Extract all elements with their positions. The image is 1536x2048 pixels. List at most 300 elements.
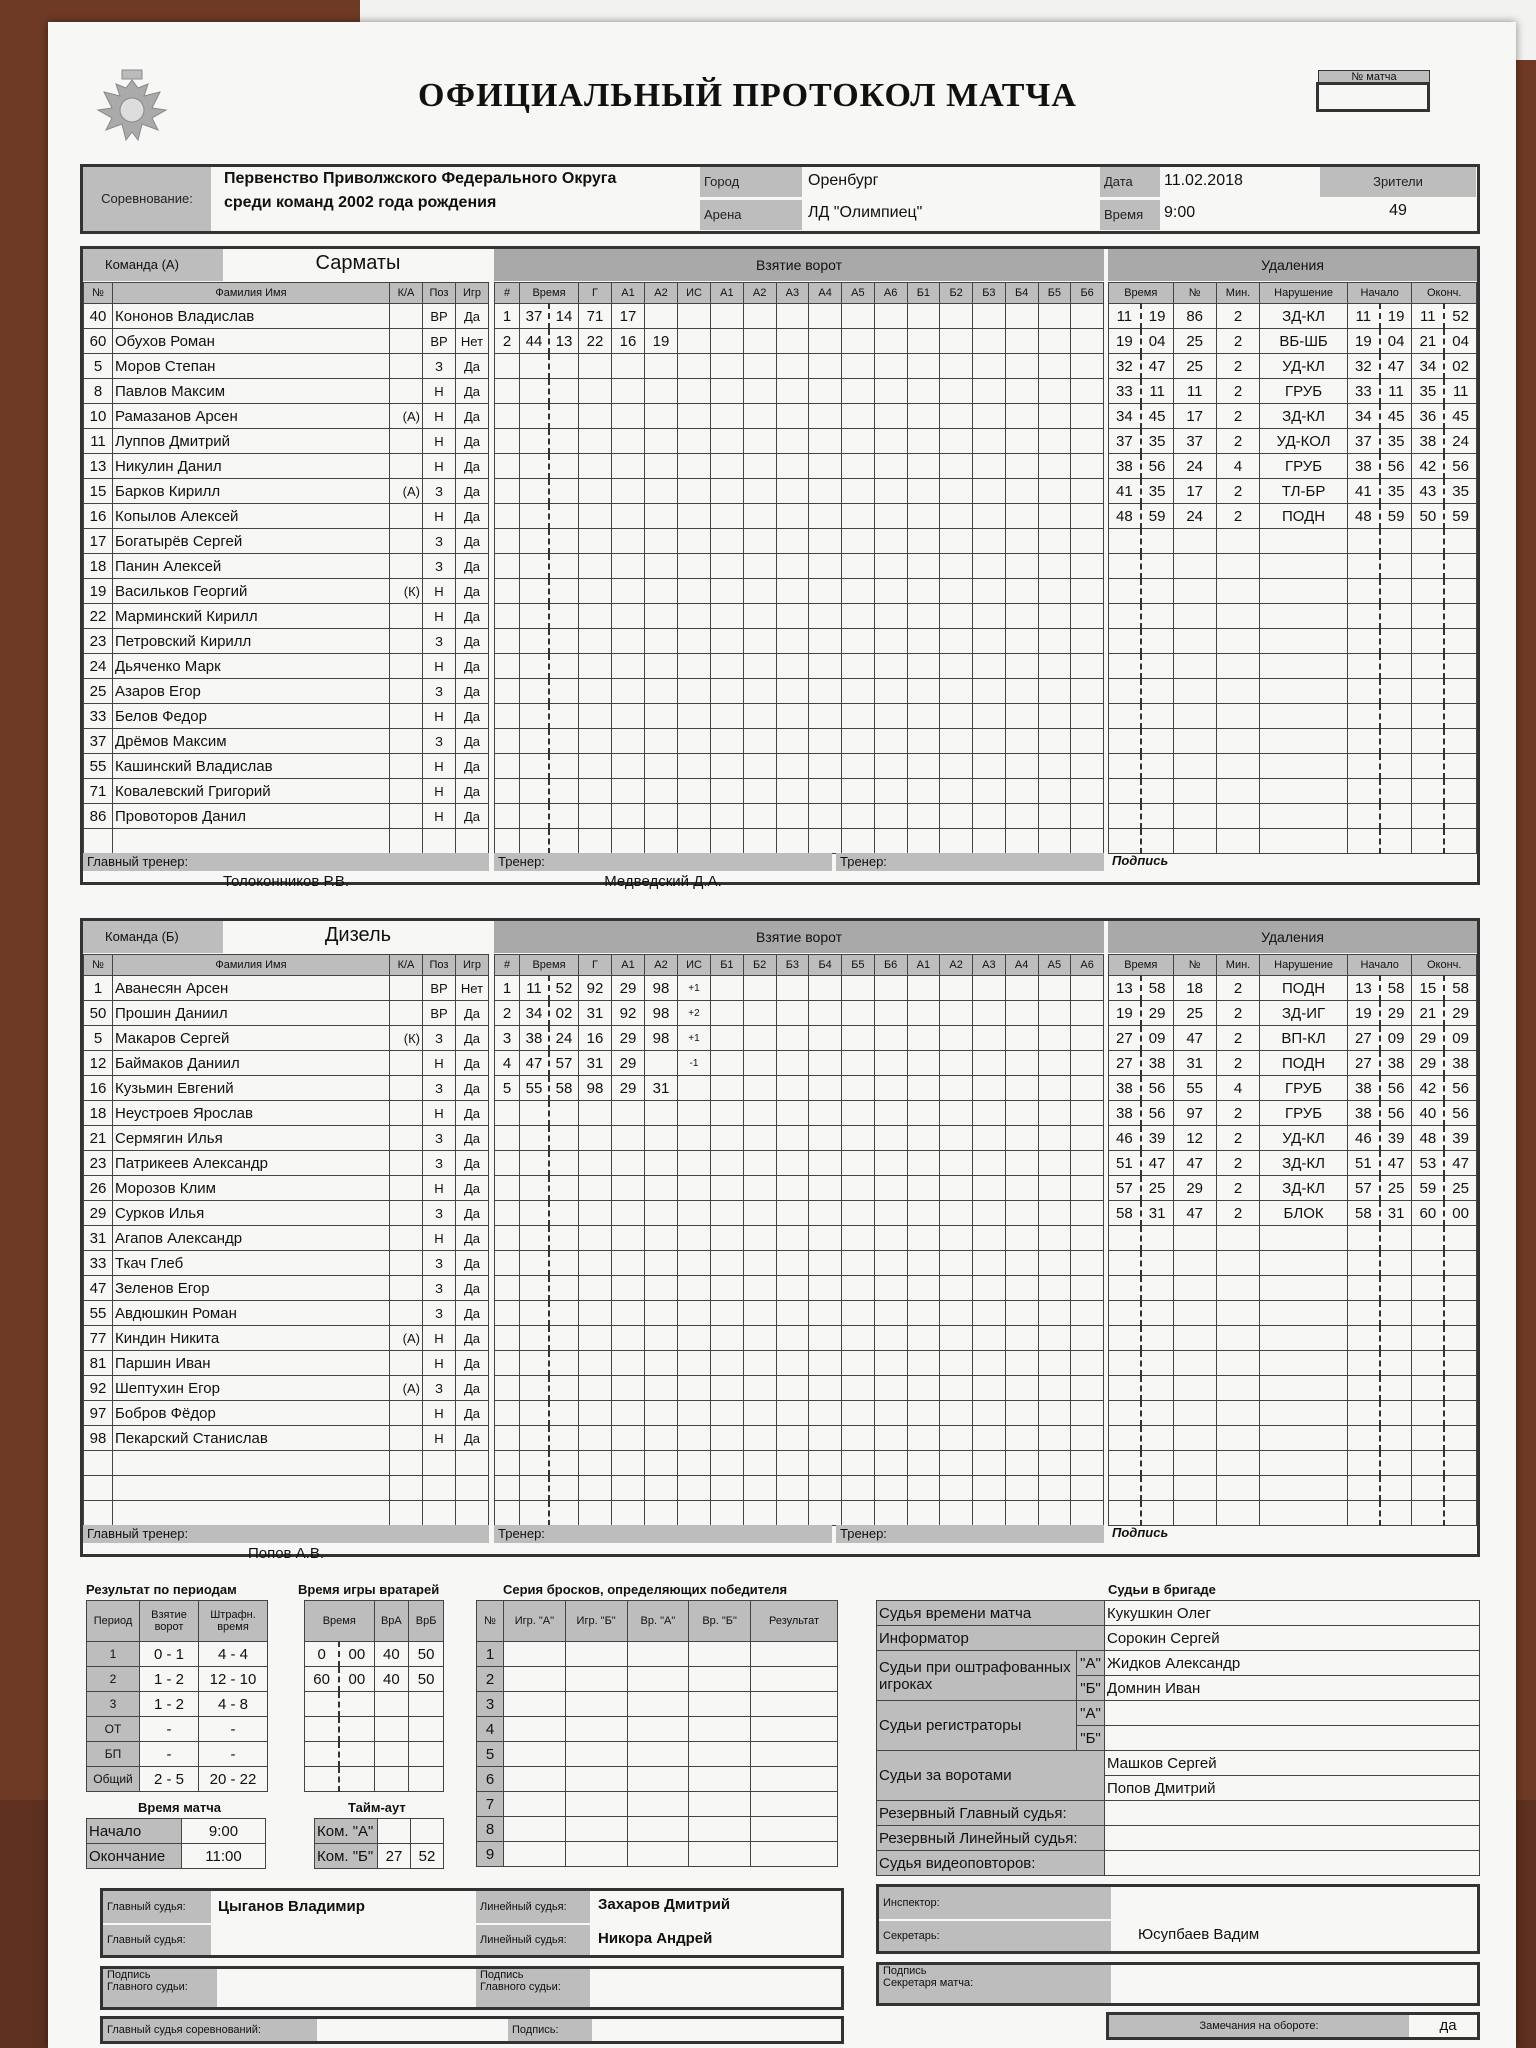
player-number: 77	[84, 1326, 113, 1351]
onice-cell	[1005, 1326, 1038, 1351]
goal-row	[495, 704, 1104, 729]
onice-cell	[874, 704, 907, 729]
empty-cell	[645, 629, 678, 654]
player-name: Дрёмов Максим	[113, 729, 390, 754]
empty-cell	[678, 379, 711, 404]
onice-cell	[809, 354, 842, 379]
pen-start-sec: 04	[1380, 329, 1412, 354]
pen-time-sec: 39	[1141, 1126, 1173, 1151]
onice-cell	[1071, 1376, 1104, 1401]
empty-cell	[678, 804, 711, 829]
onice-cell	[743, 1001, 776, 1026]
roster-row	[84, 804, 489, 829]
onice-cell	[874, 1451, 907, 1476]
onice-cell	[874, 1101, 907, 1126]
shootout-table	[476, 1600, 838, 1867]
empty-cell	[678, 1326, 711, 1351]
onice-cell	[711, 729, 744, 754]
empty-cell	[1444, 1501, 1476, 1526]
onice-cell	[940, 654, 973, 679]
pen-minutes: 2	[1216, 1201, 1259, 1226]
empty-cell	[612, 1351, 645, 1376]
empty-cell	[339, 1717, 374, 1742]
empty-cell	[1380, 1251, 1412, 1276]
roster-row	[84, 1501, 489, 1526]
onice-cell	[776, 329, 809, 354]
empty-cell	[579, 1226, 612, 1251]
empty-cell	[678, 1426, 711, 1451]
empty-cell	[612, 654, 645, 679]
empty-cell	[423, 1476, 456, 1501]
empty-cell	[1347, 554, 1379, 579]
video-judge-label: Судья видеоповторов:	[877, 1851, 1105, 1876]
player-number: 50	[84, 1001, 113, 1026]
onice-header: А3	[973, 955, 1006, 976]
onice-cell	[842, 1401, 875, 1426]
empty-cell	[645, 479, 678, 504]
player-name: Васильков Георгий	[113, 579, 390, 604]
empty-cell	[1216, 1426, 1259, 1451]
empty-cell	[1380, 679, 1412, 704]
empty-cell	[504, 1742, 566, 1767]
empty-cell	[645, 529, 678, 554]
player-name: Копылов Алексей	[113, 504, 390, 529]
empty-cell	[549, 679, 579, 704]
empty-cell	[678, 629, 711, 654]
onice-cell	[842, 729, 875, 754]
onice-cell	[711, 629, 744, 654]
roster-header-name: Фамилия Имя	[113, 283, 390, 304]
shootout-header-pb: Игр. "Б"	[565, 1601, 627, 1642]
pen-infraction: ГРУБ	[1260, 454, 1348, 479]
player-role: (А)	[390, 404, 423, 429]
onice-cell	[874, 1276, 907, 1301]
onice-cell	[973, 304, 1006, 329]
pen-time-sec: 56	[1141, 1101, 1173, 1126]
onice-cell	[842, 329, 875, 354]
empty-cell	[520, 804, 550, 829]
shootout-row	[477, 1767, 838, 1792]
pen-time-sec: 29	[1141, 1001, 1173, 1026]
goal-assist-2: 31	[645, 1076, 678, 1101]
empty-cell	[520, 1301, 550, 1326]
team-b-head-coach: Попов А.В.	[247, 1545, 325, 1562]
onice-cell	[907, 1301, 940, 1326]
onice-cell	[809, 529, 842, 554]
pen-header-end: Оконч.	[1412, 283, 1477, 304]
goal-number: 2	[495, 1001, 520, 1026]
empty-cell	[565, 1692, 627, 1717]
onice-cell	[776, 1001, 809, 1026]
player-name: Бобров Фёдор	[113, 1401, 390, 1426]
empty-cell	[1141, 704, 1173, 729]
empty-cell	[1109, 1326, 1141, 1351]
onice-cell	[907, 1276, 940, 1301]
onice-cell	[973, 1101, 1006, 1126]
team-b-roster-table	[83, 954, 489, 1526]
pen-player: 24	[1173, 454, 1216, 479]
empty-cell	[1412, 604, 1444, 629]
onice-cell	[973, 454, 1006, 479]
empty-cell	[579, 1176, 612, 1201]
player-role: (А)	[390, 1376, 423, 1401]
onice-cell	[809, 479, 842, 504]
roster-row	[84, 679, 489, 704]
onice-cell	[809, 1101, 842, 1126]
penalty-row	[1109, 1401, 1477, 1426]
empty-cell	[579, 1476, 612, 1501]
empty-cell	[1141, 579, 1173, 604]
empty-cell	[1412, 1226, 1444, 1251]
pen-time-sec: 09	[1141, 1026, 1173, 1051]
goal-assist-1: 29	[612, 1026, 645, 1051]
empty-cell	[1347, 704, 1379, 729]
onice-cell	[907, 1201, 940, 1226]
team-a-signature-label: Подпись	[1112, 853, 1169, 868]
onice-header: А3	[776, 283, 809, 304]
goal-assist-1: 29	[612, 1051, 645, 1076]
onice-cell	[842, 1101, 875, 1126]
shootout-no: 8	[477, 1817, 504, 1842]
goal-situation: +1	[678, 1026, 711, 1051]
onice-cell	[809, 1351, 842, 1376]
onice-cell	[874, 354, 907, 379]
empty-cell	[579, 1501, 612, 1526]
pen-end-min: 59	[1412, 1176, 1444, 1201]
onice-cell	[907, 1176, 940, 1201]
onice-cell	[743, 1451, 776, 1476]
empty-cell	[520, 779, 550, 804]
onice-cell	[776, 354, 809, 379]
onice-cell	[711, 679, 744, 704]
onice-cell	[1071, 429, 1104, 454]
empty-cell	[612, 804, 645, 829]
onice-cell	[907, 1426, 940, 1451]
onice-cell	[1038, 1376, 1071, 1401]
penalty-row	[1109, 579, 1477, 604]
onice-cell	[776, 779, 809, 804]
onice-cell	[743, 1276, 776, 1301]
onice-cell	[940, 1051, 973, 1076]
empty-cell	[549, 1176, 579, 1201]
empty-cell	[579, 679, 612, 704]
goal-row	[495, 329, 1104, 354]
shootout-no: 7	[477, 1792, 504, 1817]
empty-cell	[495, 1376, 520, 1401]
onice-cell	[776, 679, 809, 704]
empty-cell	[1444, 1476, 1476, 1501]
empty-cell	[612, 604, 645, 629]
goal-minute: 55	[520, 1076, 550, 1101]
player-number: 22	[84, 604, 113, 629]
goal-header-is: ИС	[678, 955, 711, 976]
onice-cell	[776, 1126, 809, 1151]
empty-cell	[627, 1817, 689, 1842]
onice-cell	[776, 554, 809, 579]
empty-cell	[1141, 1376, 1173, 1401]
onice-cell	[743, 1076, 776, 1101]
onice-cell	[776, 829, 809, 854]
onice-cell	[842, 304, 875, 329]
player-position: Н	[423, 1176, 456, 1201]
empty-cell	[1216, 1351, 1259, 1376]
player-position: Н	[423, 404, 456, 429]
empty-cell	[1412, 1451, 1444, 1476]
goalie-time-table	[304, 1600, 444, 1792]
empty-cell	[678, 354, 711, 379]
empty-cell	[549, 604, 579, 629]
empty-cell	[565, 1642, 627, 1667]
empty-cell	[1444, 529, 1476, 554]
empty-cell	[495, 554, 520, 579]
onice-cell	[1071, 1276, 1104, 1301]
onice-cell	[940, 1151, 973, 1176]
onice-cell	[874, 1376, 907, 1401]
onice-cell	[1038, 1276, 1071, 1301]
player-played: Да	[456, 354, 489, 379]
pen-minutes: 2	[1216, 404, 1259, 429]
empty-cell	[678, 579, 711, 604]
empty-cell	[1141, 804, 1173, 829]
empty-cell	[1260, 1251, 1348, 1276]
onice-cell	[973, 1201, 1006, 1226]
onice-cell	[907, 1401, 940, 1426]
empty-cell	[751, 1692, 838, 1717]
onice-cell	[711, 1501, 744, 1526]
empty-cell	[520, 404, 550, 429]
empty-cell	[678, 1251, 711, 1276]
onice-cell	[711, 704, 744, 729]
onice-cell	[743, 1326, 776, 1351]
empty-cell	[645, 679, 678, 704]
onice-cell	[842, 1376, 875, 1401]
officials-table	[876, 1600, 1480, 1876]
empty-cell	[1173, 729, 1216, 754]
goal-scorer: 31	[579, 1051, 612, 1076]
empty-cell	[1380, 1451, 1412, 1476]
onice-header: А6	[1071, 955, 1104, 976]
pen-player: 47	[1173, 1151, 1216, 1176]
onice-cell	[1038, 1051, 1071, 1076]
empty-cell	[1173, 629, 1216, 654]
shootout-row	[477, 1792, 838, 1817]
onice-cell	[1038, 579, 1071, 604]
penalty-row	[1109, 1076, 1477, 1101]
secretary-value: Юсупбаев Вадим	[1138, 1926, 1260, 1943]
empty-cell	[678, 429, 711, 454]
empty-cell	[520, 829, 550, 854]
empty-cell	[84, 1501, 113, 1526]
onice-cell	[711, 1476, 744, 1501]
goalie-second: 00	[339, 1642, 374, 1667]
onice-header: Б4	[1005, 283, 1038, 304]
team-a-coach-label: Тренер:	[494, 853, 832, 871]
goal-row	[495, 554, 1104, 579]
onice-cell	[940, 1201, 973, 1226]
pen-end-min: 36	[1412, 404, 1444, 429]
roster-row	[84, 1401, 489, 1426]
empty-cell	[645, 804, 678, 829]
player-position: Н	[423, 654, 456, 679]
registrar-b-label: "Б"	[1077, 1726, 1105, 1751]
onice-cell	[1038, 976, 1071, 1001]
penalty-judge-a: Жидков Александр	[1105, 1651, 1480, 1676]
onice-cell	[940, 404, 973, 429]
empty-cell	[549, 729, 579, 754]
video-judge	[1105, 1851, 1480, 1876]
onice-cell	[973, 754, 1006, 779]
onice-cell	[711, 354, 744, 379]
onice-cell	[1071, 554, 1104, 579]
empty-cell	[1444, 1451, 1476, 1476]
player-position: Н	[423, 754, 456, 779]
goal-scorer: 22	[579, 329, 612, 354]
player-role	[390, 429, 423, 454]
onice-cell	[1071, 1351, 1104, 1376]
empty-cell	[579, 1451, 612, 1476]
player-position: Н	[423, 504, 456, 529]
empty-cell	[549, 479, 579, 504]
match-number-label: № матча	[1318, 70, 1430, 84]
onice-cell	[711, 1226, 744, 1251]
player-played: Да	[456, 1151, 489, 1176]
empty-cell	[579, 1326, 612, 1351]
empty-cell	[678, 479, 711, 504]
player-played: Да	[456, 754, 489, 779]
onice-cell	[809, 704, 842, 729]
onice-cell	[1071, 1476, 1104, 1501]
onice-cell	[907, 1226, 940, 1251]
onice-cell	[809, 779, 842, 804]
player-position: Н	[423, 379, 456, 404]
pen-time-sec: 19	[1141, 304, 1173, 329]
player-number: 55	[84, 1301, 113, 1326]
goal-row	[495, 529, 1104, 554]
empty-cell	[1347, 679, 1379, 704]
empty-cell	[1109, 729, 1141, 754]
empty-cell	[1412, 629, 1444, 654]
onice-header: Б6	[874, 955, 907, 976]
pen-time-sec: 35	[1141, 429, 1173, 454]
onice-cell	[907, 679, 940, 704]
onice-cell	[940, 1501, 973, 1526]
pen-infraction: УД-КОЛ	[1260, 429, 1348, 454]
goal-row	[495, 629, 1104, 654]
onice-cell	[842, 654, 875, 679]
goalie-header-vrb: ВрБ	[409, 1601, 444, 1642]
empty-cell	[1173, 679, 1216, 704]
onice-cell	[1071, 379, 1104, 404]
player-position: Н	[423, 604, 456, 629]
onice-header: Б3	[973, 283, 1006, 304]
goal-minute: 11	[520, 976, 550, 1001]
onice-cell	[1071, 354, 1104, 379]
goalie-a: 40	[374, 1642, 409, 1667]
empty-cell	[1260, 1351, 1348, 1376]
player-position: ВР	[423, 1001, 456, 1026]
onice-cell	[1038, 1151, 1071, 1176]
onice-cell	[1071, 654, 1104, 679]
onice-cell	[743, 654, 776, 679]
player-name: Кононов Владислав	[113, 304, 390, 329]
player-number: 8	[84, 379, 113, 404]
onice-cell	[711, 1251, 744, 1276]
reserve-referee-label: Резервный Главный судья:	[877, 1801, 1105, 1826]
shootout-row	[477, 1692, 838, 1717]
pen-player: 17	[1173, 404, 1216, 429]
onice-cell	[1071, 1401, 1104, 1426]
results-period: Общий	[87, 1767, 140, 1792]
onice-cell	[1071, 754, 1104, 779]
empty-cell	[520, 479, 550, 504]
onice-header: Б2	[743, 955, 776, 976]
onice-cell	[973, 529, 1006, 554]
empty-cell	[1109, 704, 1141, 729]
player-role	[390, 1251, 423, 1276]
empty-cell	[579, 779, 612, 804]
onice-cell	[776, 629, 809, 654]
pen-header-time: Время	[1109, 955, 1174, 976]
player-position: З	[423, 1276, 456, 1301]
date-label: Дата	[1100, 167, 1160, 197]
onice-cell	[743, 579, 776, 604]
onice-cell	[940, 1226, 973, 1251]
goalie-row	[305, 1717, 444, 1742]
empty-cell	[627, 1742, 689, 1767]
player-position: Н	[423, 1401, 456, 1426]
pen-time-min: 13	[1109, 976, 1141, 1001]
player-name: Кашинский Владислав	[113, 754, 390, 779]
onice-header: Б4	[809, 955, 842, 976]
onice-cell	[874, 729, 907, 754]
player-role	[390, 1176, 423, 1201]
player-role	[390, 504, 423, 529]
onice-cell	[711, 554, 744, 579]
empty-cell	[1380, 654, 1412, 679]
player-played: Да	[456, 579, 489, 604]
onice-cell	[874, 1001, 907, 1026]
onice-cell	[874, 504, 907, 529]
empty-cell	[495, 804, 520, 829]
pen-start-sec: 39	[1380, 1126, 1412, 1151]
player-number: 33	[84, 1251, 113, 1276]
onice-cell	[776, 1276, 809, 1301]
empty-cell	[456, 829, 489, 854]
empty-cell	[678, 554, 711, 579]
empty-cell	[549, 779, 579, 804]
pen-end-sec: 38	[1444, 1051, 1476, 1076]
pen-end-min: 40	[1412, 1101, 1444, 1126]
penalty-row	[1109, 704, 1477, 729]
goal-row	[495, 429, 1104, 454]
onice-cell	[809, 1051, 842, 1076]
empty-cell	[579, 404, 612, 429]
player-name: Кузьмин Евгений	[113, 1076, 390, 1101]
pen-header-infraction: Нарушение	[1260, 955, 1348, 976]
onice-cell	[907, 1376, 940, 1401]
match-number-box	[1316, 82, 1430, 112]
empty-cell	[1216, 1376, 1259, 1401]
empty-cell	[1109, 1401, 1141, 1426]
penalty-row	[1109, 329, 1477, 354]
onice-cell	[743, 704, 776, 729]
onice-cell	[743, 479, 776, 504]
goal-number: 4	[495, 1051, 520, 1076]
empty-cell	[645, 1351, 678, 1376]
empty-cell	[579, 529, 612, 554]
onice-cell	[743, 754, 776, 779]
empty-cell	[579, 604, 612, 629]
